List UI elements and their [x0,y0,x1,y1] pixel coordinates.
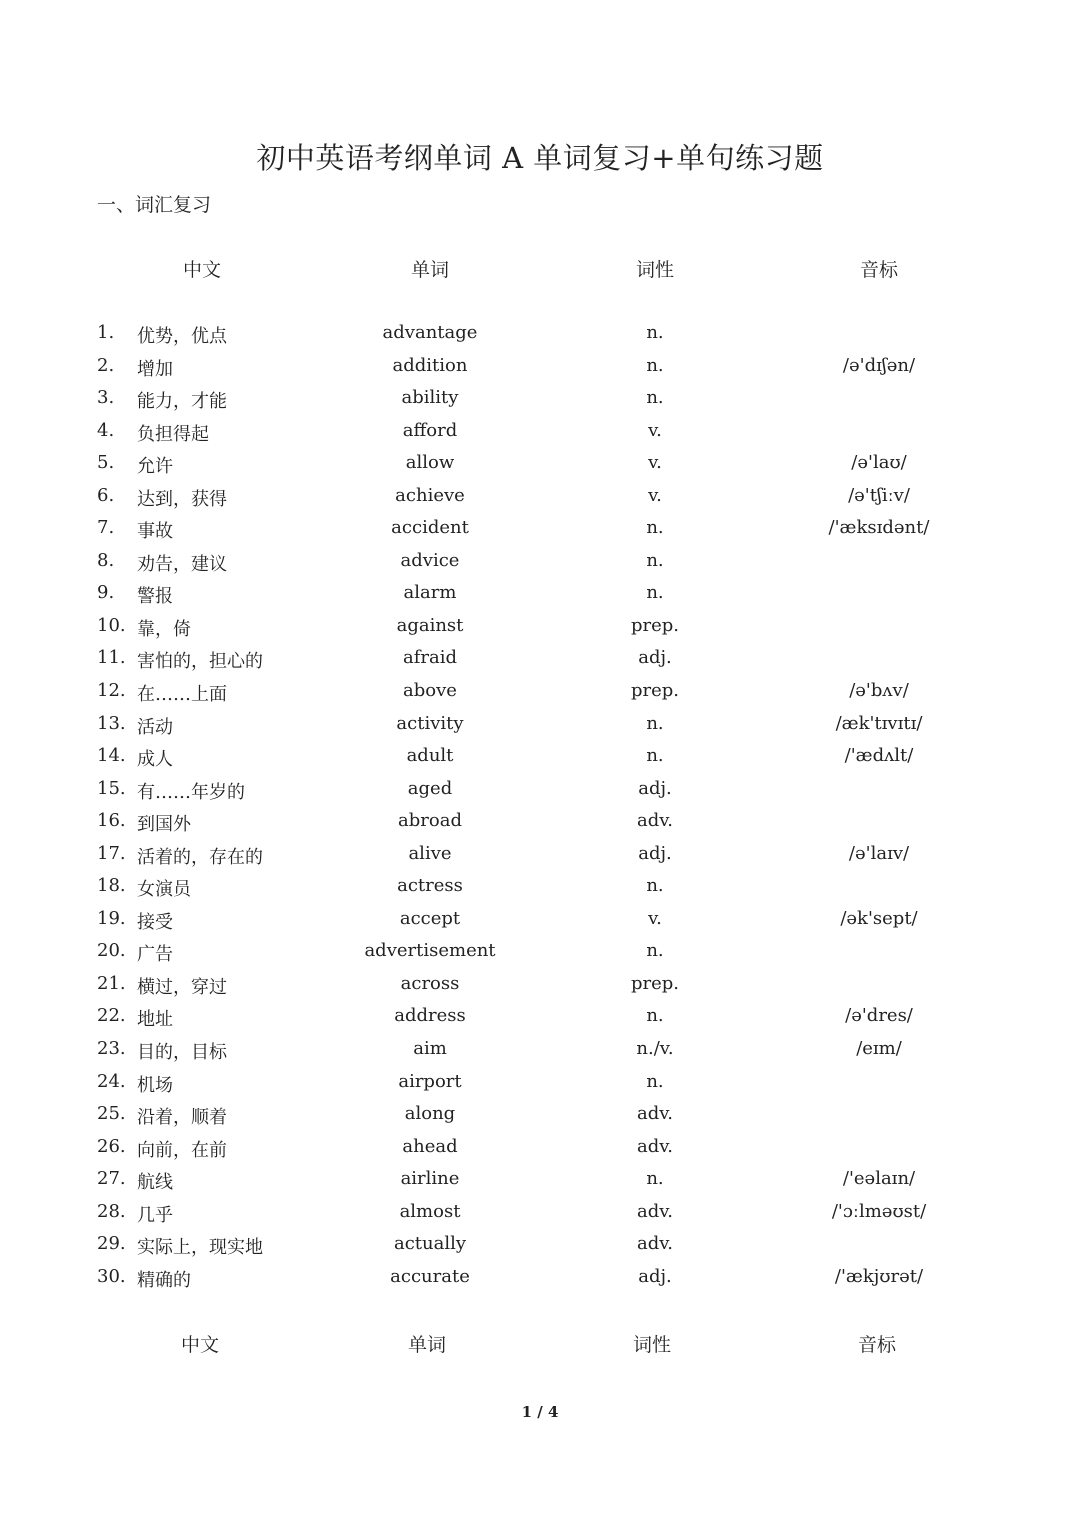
table-row [0,643,1080,676]
english-word: airline [400,1168,460,1190]
header-word: 单词 [410,259,449,281]
part-of-speech: n. [646,712,664,734]
english-word: allow [405,452,455,474]
row-number: 11. [97,647,126,669]
chinese-meaning: 能力，才能 [137,391,227,413]
chinese-meaning: 负担得起 [137,423,209,445]
table-row [0,1164,1080,1197]
english-word: alarm [403,582,457,604]
row-number: 7. [97,517,115,539]
row-number: 9. [97,582,115,604]
chinese-meaning: 事故 [137,521,173,543]
english-word: address [394,1005,466,1027]
table-row [0,546,1080,579]
english-word: ability [401,387,459,409]
phonetic: /ə'bʌv/ [849,680,909,702]
chinese-meaning: 害怕的，担心的 [137,651,263,673]
table-row [0,1034,1080,1067]
chinese-meaning: 女演员 [137,879,191,901]
part-of-speech: n. [646,1005,664,1027]
english-word: advantage [382,322,478,343]
row-number: 22. [97,1005,126,1027]
part-of-speech: adv. [636,810,673,832]
row-number: 17. [97,842,126,864]
row-number: 8. [97,549,115,571]
phonetic: /æk'tɪvɪtɪ/ [835,712,923,734]
row-number: 3. [97,387,115,409]
row-number: 4. [97,419,115,441]
row-number: 5. [97,452,115,474]
part-of-speech: n./v. [636,1038,674,1060]
english-word: addition [392,354,468,376]
english-word: airport [398,1070,462,1092]
part-of-speech: adj. [638,777,672,799]
chinese-meaning: 目的，目标 [137,1042,227,1064]
chinese-meaning: 接受 [137,911,173,933]
part-of-speech: adv. [636,1233,673,1255]
phonetic: /ə'dɪʃən/ [842,354,916,376]
table-row [0,513,1080,546]
table-row [0,774,1080,807]
table-row [0,969,1080,1002]
part-of-speech: n. [646,875,664,897]
phonetic: /eɪm/ [856,1038,902,1060]
row-number: 18. [97,875,126,897]
english-word: afford [402,419,458,441]
table-header-top [0,255,1080,285]
table-row [0,709,1080,742]
row-number: 20. [97,940,126,962]
section-heading: 一、词汇复习 [97,194,212,216]
row-number: 24. [97,1070,126,1092]
table-row [0,318,1080,351]
vocab-table [0,318,1080,1294]
page-number: 1 / 4 [521,1403,559,1421]
row-number: 12. [97,680,126,702]
header-phonetic: 音标 [859,259,898,281]
part-of-speech: n. [646,745,664,767]
row-number: 1. [97,322,115,343]
header-part-of-speech: 词性 [632,1334,671,1356]
part-of-speech: v. [648,419,662,441]
part-of-speech: v. [648,907,662,929]
chinese-meaning: 活动 [137,716,173,738]
part-of-speech: n. [646,354,664,376]
english-word: actually [393,1233,467,1255]
row-number: 29. [97,1233,126,1255]
table-row [0,676,1080,709]
chinese-meaning: 到国外 [137,814,191,836]
phonetic: /'eəlaɪn/ [842,1168,916,1190]
part-of-speech: prep. [630,614,680,636]
table-row [0,1197,1080,1230]
chinese-meaning: 有……年岁的 [137,781,245,803]
english-word: against [396,614,464,636]
row-number: 15. [97,777,126,799]
part-of-speech: v. [648,452,662,474]
header-part-of-speech: 词性 [635,259,674,281]
chinese-meaning: 警报 [137,586,173,608]
chinese-meaning: 增加 [137,358,173,380]
table-row [0,578,1080,611]
chinese-meaning: 机场 [137,1074,173,1096]
row-number: 26. [97,1135,126,1157]
chinese-meaning: 活着的，存在的 [137,846,263,868]
chinese-meaning: 航线 [137,1172,173,1194]
row-number: 13. [97,712,126,734]
english-word: afraid [402,647,457,669]
chinese-meaning: 地址 [137,1009,173,1031]
english-word: advertisement [364,940,496,962]
chinese-meaning: 达到，获得 [137,488,227,510]
phonetic: /ə'laɪv/ [848,842,910,864]
english-word: accident [391,517,469,539]
table-row [0,839,1080,872]
english-word: ahead [402,1135,458,1157]
table-row [0,383,1080,416]
english-word: alive [408,842,452,864]
english-word: accept [399,907,461,929]
chinese-meaning: 横过，穿过 [137,976,227,998]
chinese-meaning: 允许 [137,456,173,478]
english-word: across [400,972,460,994]
header-word: 单词 [407,1334,446,1356]
chinese-meaning: 在……上面 [137,684,227,706]
chinese-meaning: 沿着，顺着 [137,1107,227,1129]
english-word: advice [400,549,460,571]
phonetic: /'æksɪdənt/ [828,517,930,539]
phonetic: /'ɔːlməʊst/ [831,1200,927,1222]
table-row [0,1132,1080,1165]
part-of-speech: n. [646,322,664,343]
table-row [0,1229,1080,1262]
page-title: 初中英语考纲单词 A 单词复习+单句练习题 [256,141,824,175]
phonetic: /ə'dres/ [845,1005,913,1027]
part-of-speech: adj. [638,1265,672,1287]
table-row [0,871,1080,904]
table-row [0,806,1080,839]
chinese-meaning: 广告 [137,944,173,966]
table-row [0,936,1080,969]
english-word: accurate [390,1265,470,1287]
phonetic: /'ækjʊrət/ [834,1265,924,1287]
table-row [0,1099,1080,1132]
english-word: achieve [395,484,465,506]
chinese-meaning: 优势，优点 [137,326,227,347]
table-row [0,481,1080,514]
part-of-speech: prep. [630,680,680,702]
table-row [0,741,1080,774]
table-row [0,1067,1080,1100]
part-of-speech: n. [646,517,664,539]
row-number: 19. [97,907,126,929]
table-row [0,611,1080,644]
english-word: actress [397,875,463,897]
english-word: along [404,1103,456,1125]
english-word: abroad [398,810,462,832]
chinese-meaning: 成人 [137,749,173,771]
table-row [0,904,1080,937]
chinese-meaning: 精确的 [137,1269,191,1291]
chinese-meaning: 向前，在前 [137,1139,227,1161]
row-number: 30. [97,1265,126,1287]
part-of-speech: adv. [636,1103,673,1125]
row-number: 21. [97,972,126,994]
chinese-meaning: 劝告，建议 [137,553,227,575]
header-phonetic: 音标 [857,1334,896,1356]
table-row [0,448,1080,481]
chinese-meaning: 几乎 [137,1204,173,1226]
english-word: almost [399,1200,461,1222]
table-row [0,416,1080,449]
chinese-meaning: 实际上，现实地 [137,1237,263,1259]
chinese-meaning: 靠，倚 [137,618,191,640]
table-header-bottom [0,1330,1080,1360]
part-of-speech: adv. [636,1200,673,1222]
part-of-speech: prep. [630,972,680,994]
english-word: aim [413,1038,447,1060]
phonetic: /ək'sept/ [840,907,918,929]
table-row [0,1262,1080,1295]
row-number: 10. [97,614,126,636]
table-row [0,1001,1080,1034]
english-word: aged [407,777,453,799]
part-of-speech: n. [646,1070,664,1092]
english-word: activity [396,712,464,734]
phonetic: /ə'laʊ/ [851,452,907,474]
header-chinese: 中文 [180,1334,219,1356]
row-number: 25. [97,1103,126,1125]
part-of-speech: adj. [638,842,672,864]
header-chinese: 中文 [182,259,221,281]
part-of-speech: adv. [636,1135,673,1157]
part-of-speech: v. [648,484,662,506]
english-word: above [403,680,457,702]
row-number: 28. [97,1200,126,1222]
english-word: adult [406,745,454,767]
row-number: 2. [97,354,115,376]
row-number: 27. [97,1168,126,1190]
part-of-speech: n. [646,1168,664,1190]
phonetic: /'ædʌlt/ [844,745,914,767]
table-row [0,351,1080,384]
row-number: 6. [97,484,115,506]
part-of-speech: n. [646,940,664,962]
row-number: 23. [97,1038,126,1060]
part-of-speech: n. [646,549,664,571]
part-of-speech: adj. [638,647,672,669]
row-number: 16. [97,810,126,832]
part-of-speech: n. [646,387,664,409]
phonetic: /ə'tʃiːv/ [848,484,910,506]
part-of-speech: n. [646,582,664,604]
row-number: 14. [97,745,126,767]
